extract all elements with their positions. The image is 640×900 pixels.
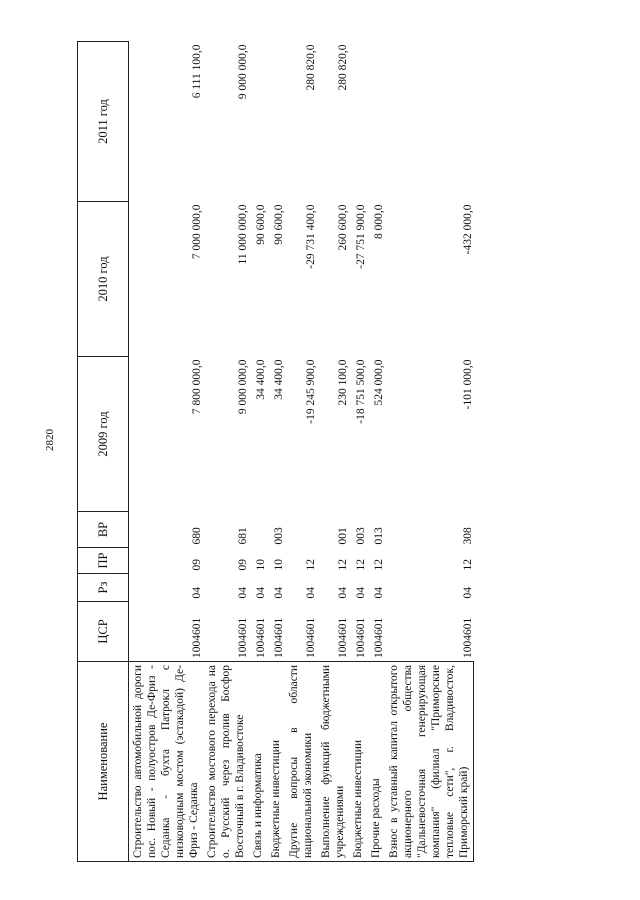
row-pr: 12	[337, 559, 349, 571]
row-vr: 681	[237, 527, 249, 545]
table-row	[317, 42, 349, 862]
table-row	[129, 42, 204, 862]
budget-table	[77, 41, 474, 862]
row-name: Бюджетные инвестиции	[267, 662, 285, 862]
header-2010: 2010 год	[78, 202, 129, 357]
row-vr	[249, 512, 267, 548]
table-row	[267, 42, 285, 862]
row-rz: 04	[255, 587, 267, 599]
row-2009: 230 100,0	[337, 359, 349, 406]
row-name: Другие вопросы в области национальной экономики	[285, 662, 317, 862]
row-2011: 9 000 000,0	[237, 44, 249, 100]
row-2011	[367, 42, 385, 202]
row-2010: 260 600,0	[337, 204, 349, 251]
row-2010: 7 000 000,0	[191, 204, 203, 260]
row-2010: -27 751 900,0	[355, 204, 367, 269]
header-rz: Рз	[78, 574, 129, 602]
table-row	[249, 42, 267, 862]
page-number: 2820	[44, 429, 56, 451]
row-rz: 04	[461, 587, 474, 599]
row-rz: 04	[373, 587, 385, 599]
row-vr: 013	[373, 527, 385, 545]
row-vr	[285, 512, 317, 548]
row-2011	[385, 42, 474, 202]
row-pr: 12	[355, 559, 367, 571]
row-2009: 34 400,0	[255, 359, 267, 400]
row-2009: -18 751 500,0	[355, 359, 367, 424]
row-pr: 10	[273, 559, 285, 571]
row-pr: 09	[191, 559, 203, 571]
row-csr: 1004601	[191, 617, 203, 658]
row-name: Выполнение функций бюджетными учреждениями	[317, 662, 349, 862]
header-pr: ПР	[78, 548, 129, 574]
row-2011: 6 111 100,0	[191, 44, 203, 99]
row-rz: 04	[237, 587, 249, 599]
row-pr: 10	[255, 559, 267, 571]
table-header-row	[78, 42, 129, 862]
row-rz: 04	[191, 587, 203, 599]
header-csr: ЦСР	[78, 602, 129, 662]
row-2011: 280 820,0	[337, 44, 349, 91]
row-csr: 1004601	[355, 617, 367, 658]
row-rz: 04	[337, 587, 349, 599]
rotated-page	[77, 42, 557, 862]
row-vr: 003	[355, 527, 367, 545]
row-2010: 11 000 000,0	[237, 204, 249, 265]
row-2011: 280 820,0	[305, 44, 317, 91]
row-csr: 1004601	[337, 617, 349, 658]
row-name: Прочие расходы	[367, 662, 385, 862]
row-rz: 04	[305, 587, 317, 599]
row-name: Строительство автомобильной дороги пос. Новый - полуостров Де-Фриз - Седанка - бухта Патрокл с низководным мостом (эстакадой) Де-Фриз - Седанка	[129, 662, 204, 862]
row-2010: 90 600,0	[255, 204, 267, 245]
row-2009: 34 400,0	[273, 359, 285, 400]
row-csr: 1004601	[305, 617, 317, 658]
table-row	[285, 42, 317, 862]
row-pr: 12	[461, 559, 474, 571]
row-2011	[249, 42, 267, 202]
row-csr: 1004601	[461, 617, 474, 658]
row-2011	[267, 42, 285, 202]
row-vr: 680	[191, 527, 203, 545]
row-2009: -19 245 900,0	[305, 359, 317, 424]
row-rz: 04	[273, 587, 285, 599]
row-name: Бюджетные инвестиции	[349, 662, 367, 862]
table-row	[367, 42, 385, 862]
row-pr: 12	[305, 559, 317, 571]
row-2009: 524 000,0	[373, 359, 385, 406]
header-vr: ВР	[78, 512, 129, 548]
row-2010: 8 000,0	[373, 204, 385, 239]
row-csr: 1004601	[273, 617, 285, 658]
header-name: Наименование	[78, 662, 129, 862]
row-rz: 04	[355, 587, 367, 599]
row-2010: -432 000,0	[461, 204, 474, 255]
row-name: Строительство мостового перехода на о. Русский через пролив Босфор Восточный в г. Владивостоке	[203, 662, 249, 862]
row-name: Взнос в уставный капитал открытого акционерного общества "Дальневосточная генерирующая компания" (филиал "Приморские тепловые сети", г. Владивосток, Приморский край)	[385, 662, 474, 862]
table-row	[349, 42, 367, 862]
table-row	[385, 42, 474, 862]
row-pr: 09	[237, 559, 249, 571]
row-name: Связь и информатика	[249, 662, 267, 862]
row-csr: 1004601	[373, 617, 385, 658]
row-2011	[349, 42, 367, 202]
row-2009: -101 000,0	[461, 359, 474, 410]
row-csr: 1004601	[255, 617, 267, 658]
header-2009: 2009 год	[78, 357, 129, 512]
row-vr: 308	[461, 527, 474, 545]
row-csr: 1004601	[237, 617, 249, 658]
row-vr: 001	[337, 527, 349, 545]
header-2011: 2011 год	[78, 42, 129, 202]
row-2010: -29 731 400,0	[305, 204, 317, 269]
table-row	[203, 42, 249, 862]
row-2010: 90 600,0	[273, 204, 285, 245]
row-pr: 12	[373, 559, 385, 571]
row-2009: 9 000 000,0	[237, 359, 249, 415]
row-vr: 003	[273, 527, 285, 545]
row-2009: 7 800 000,0	[191, 359, 203, 415]
